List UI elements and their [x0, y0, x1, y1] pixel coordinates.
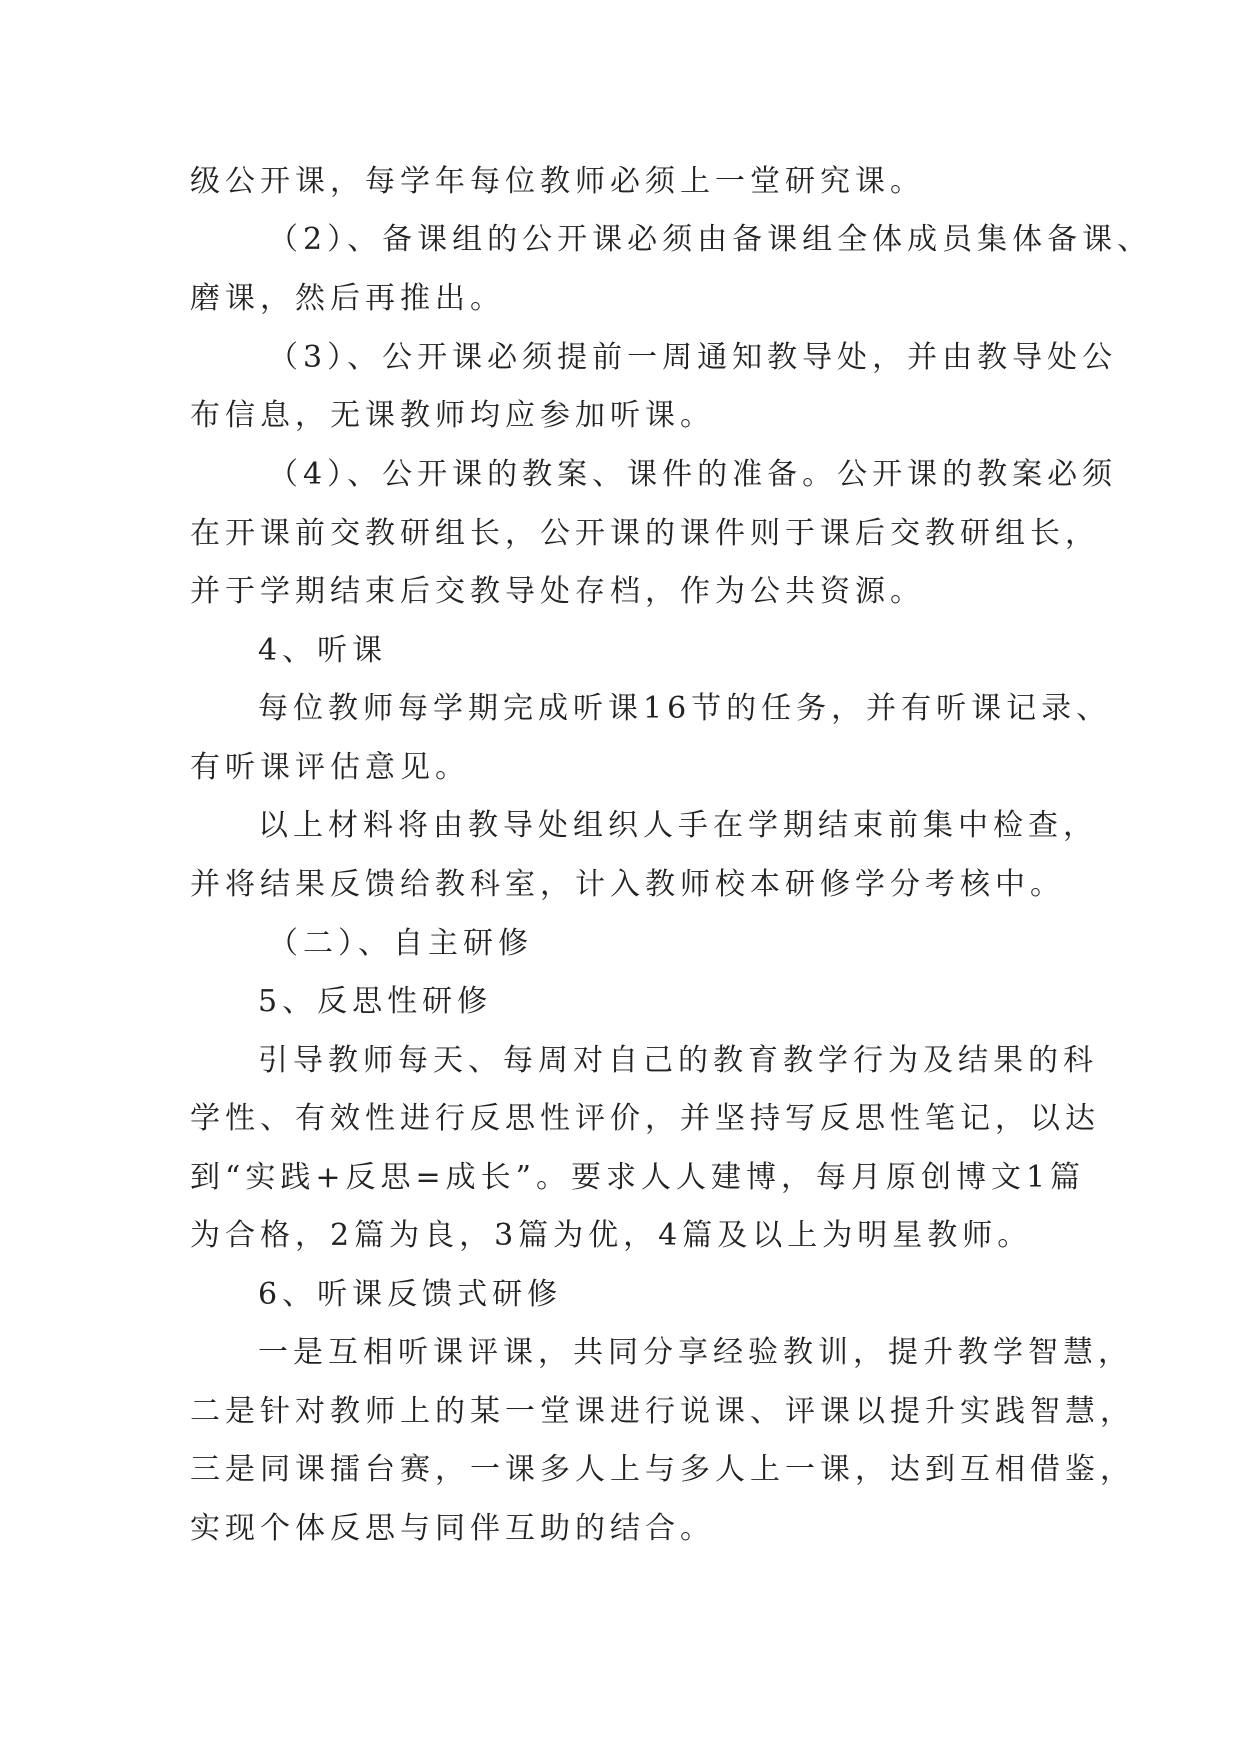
paragraph-line: 引导教师每天、每周对自己的教育教学行为及结果的科 [258, 1043, 1098, 1078]
paragraph-line: 有听课评估意见。 [190, 750, 470, 785]
paragraph-line: （3）、公开课必须提前一周通知教导处，并由教导处公 [268, 340, 1118, 375]
section-heading: 5、反思性研修 [258, 984, 493, 1019]
paragraph-line: （2）、备课组的公开课必须由备课组全体成员集体备课、 [268, 222, 1153, 257]
paragraph-line: 并将结果反馈给教科室，计入教师校本研修学分考核中。 [190, 867, 1065, 902]
paragraph-line: 三是同课擂台赛，一课多人上与多人上一课，达到互相借鉴， [190, 1452, 1135, 1487]
paragraph-line: 并于学期结束后交教导处存档，作为公共资源。 [190, 574, 925, 609]
paragraph-line: 为合格，2篇为良，3篇为优，4篇及以上为明星教师。 [190, 1218, 1033, 1253]
paragraph-line: （4）、公开课的教案、课件的准备。公开课的教案必须 [268, 457, 1118, 492]
paragraph-line: 布信息，无课教师均应参加听课。 [190, 398, 715, 433]
paragraph-line: 级公开课，每学年每位教师必须上一堂研究课。 [190, 164, 925, 199]
section-heading: 6、听课反馈式研修 [258, 1277, 563, 1312]
paragraph-line: 到“实践+反思=成长”。要求人人建博，每月原创博文1篇 [190, 1160, 1086, 1195]
paragraph-line: 在开课前交教研组长，公开课的课件则于课后交教研组长， [190, 516, 1100, 551]
section-heading: 4、听课 [258, 633, 388, 668]
paragraph-line: 以上材料将由教导处组织人手在学期结束前集中检查， [258, 808, 1098, 843]
paragraph-line: 二是针对教师上的某一堂课进行说课、评课以提升实践智慧， [190, 1394, 1135, 1429]
paragraph-line: 磨课，然后再推出。 [190, 281, 505, 316]
paragraph-line: 每位教师每学期完成听课16节的任务，并有听课记录、 [258, 691, 1112, 726]
paragraph-line: 学性、有效性进行反思性评价，并坚持写反思性笔记，以达 [190, 1101, 1100, 1136]
section-heading: （二）、自主研修 [268, 926, 533, 961]
paragraph-line: 实现个体反思与同伴互助的结合。 [190, 1511, 715, 1546]
paragraph-line: 一是互相听课评课，共同分享经验教训，提升教学智慧， [258, 1335, 1133, 1370]
